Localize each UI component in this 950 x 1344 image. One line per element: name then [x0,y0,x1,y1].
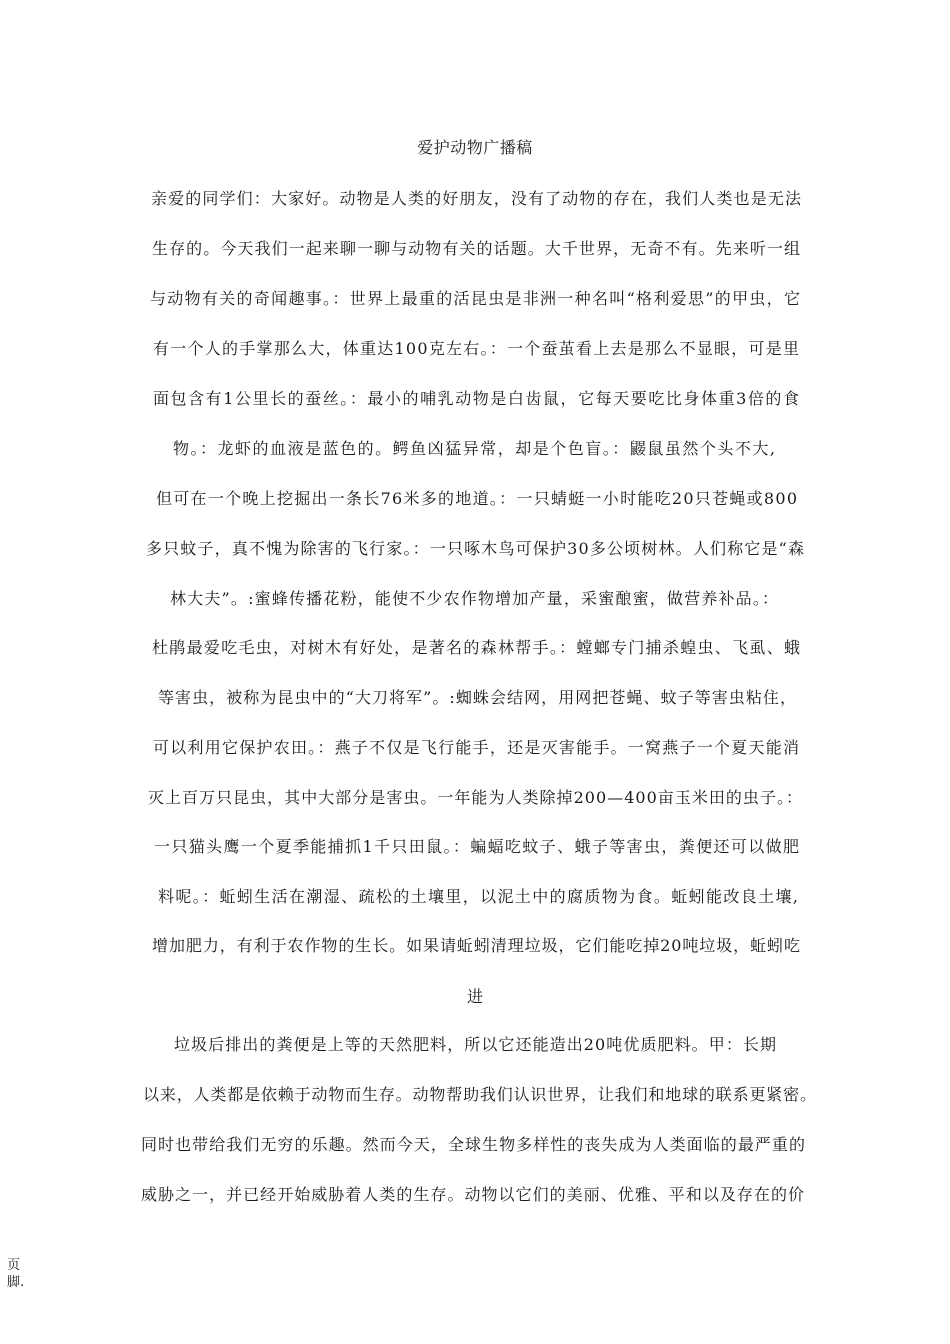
text-line: 多只蚊子，真不愧为除害的飞行家。：一只啄木鸟可保护30多公顷树林。人们称它是“森 [146,539,806,558]
text-line: 面包含有1公里长的蚕丝。：最小的哺乳动物是白齿鼠，它每天要吃比身体重3倍的食 [153,389,801,408]
text-line: 料呢。：蚯蚓生活在潮湿、疏松的土壤里，以泥土中的腐质物为食。蚯蚓能改良土壤, [158,887,800,906]
text-line: 一只猫头鹰一个夏季能捕抓1千只田鼠。：蝙蝠吃蚊子、蛾子等害虫，粪便还可以做肥 [154,837,801,856]
text-line: 以来，人类都是依赖于动物而生存。动物帮助我们认识世界，让我们和地球的联系更紧密。 [143,1085,817,1104]
text-line: 生存的。今天我们一起来聊一聊与动物有关的话题。大千世界，无奇不有。先来听一组 [152,239,802,258]
text-line: 杜鹃最爱吃毛虫，对树木有好处，是著名的森林帮手。：螳螂专门捕杀蝗虫、飞虱、蛾 [152,638,802,657]
text-line: 等害虫，被称为昆虫中的“大刀将军”。:蜘蛛会结网，用网把苍蝇、蚊子等害虫粘住， [158,688,798,707]
text-line: 物。：龙虾的血液是蓝色的。鳄鱼凶猛异常，却是个色盲。：鼹鼠虽然个头不大, [173,439,777,458]
text-line: 亲爱的同学们：大家好。动物是人类的好朋友，没有了动物的存在，我们人类也是无法 [151,189,803,208]
text-line: 同时也带给我们无穷的乐趣。然而今天，全球生物多样性的丧失成为人类面临的最严重的 [141,1135,807,1154]
text-line: 但可在一个晚上挖掘出一条长76米多的地道。：一只蜻蜓一小时能吃20只苍蝇或800 [156,489,799,508]
text-line: 灭上百万只昆虫，其中大部分是害虫。一年能为人类除掉200—400亩玉米田的虫子。： [148,788,804,807]
text-line: 威胁之一，并已经开始威胁着人类的生存。动物以它们的美丽、优雅、平和以及存在的价 [141,1185,806,1204]
document-title: 爱护动物广播稿 [417,138,533,157]
footer-line: 页 [7,1258,21,1273]
text-line: 与动物有关的奇闻趣事。：世界上最重的活昆虫是非洲一种名叫“格利爱思”的甲虫，它 [150,289,802,308]
text-line: 增加肥力，有利于农作物的生长。如果请蚯蚓清理垃圾，它们能吃掉20吨垃圾，蚯蚓吃 [152,936,801,955]
text-line: 有一个人的手掌那么大，体重达100克左右。：一个蚕茧看上去是那么不显眼，可是里 [153,339,801,358]
text-line: 可以利用它保护农田。：燕子不仅是飞行能手，还是灭害能手。一窝燕子一个夏天能消 [153,738,801,757]
footer-line: 脚. [7,1275,25,1290]
text-line: 进 [467,987,484,1006]
text-line: 垃圾后排出的粪便是上等的天然肥料，所以它还能造出20吨优质肥料。甲：长期 [174,1035,778,1054]
text-line: 林大夫”。:蜜蜂传播花粉，能使不少农作物增加产量，采蜜酿蜜，做营养补品。： [170,589,780,608]
page-footer [7,1257,24,1291]
